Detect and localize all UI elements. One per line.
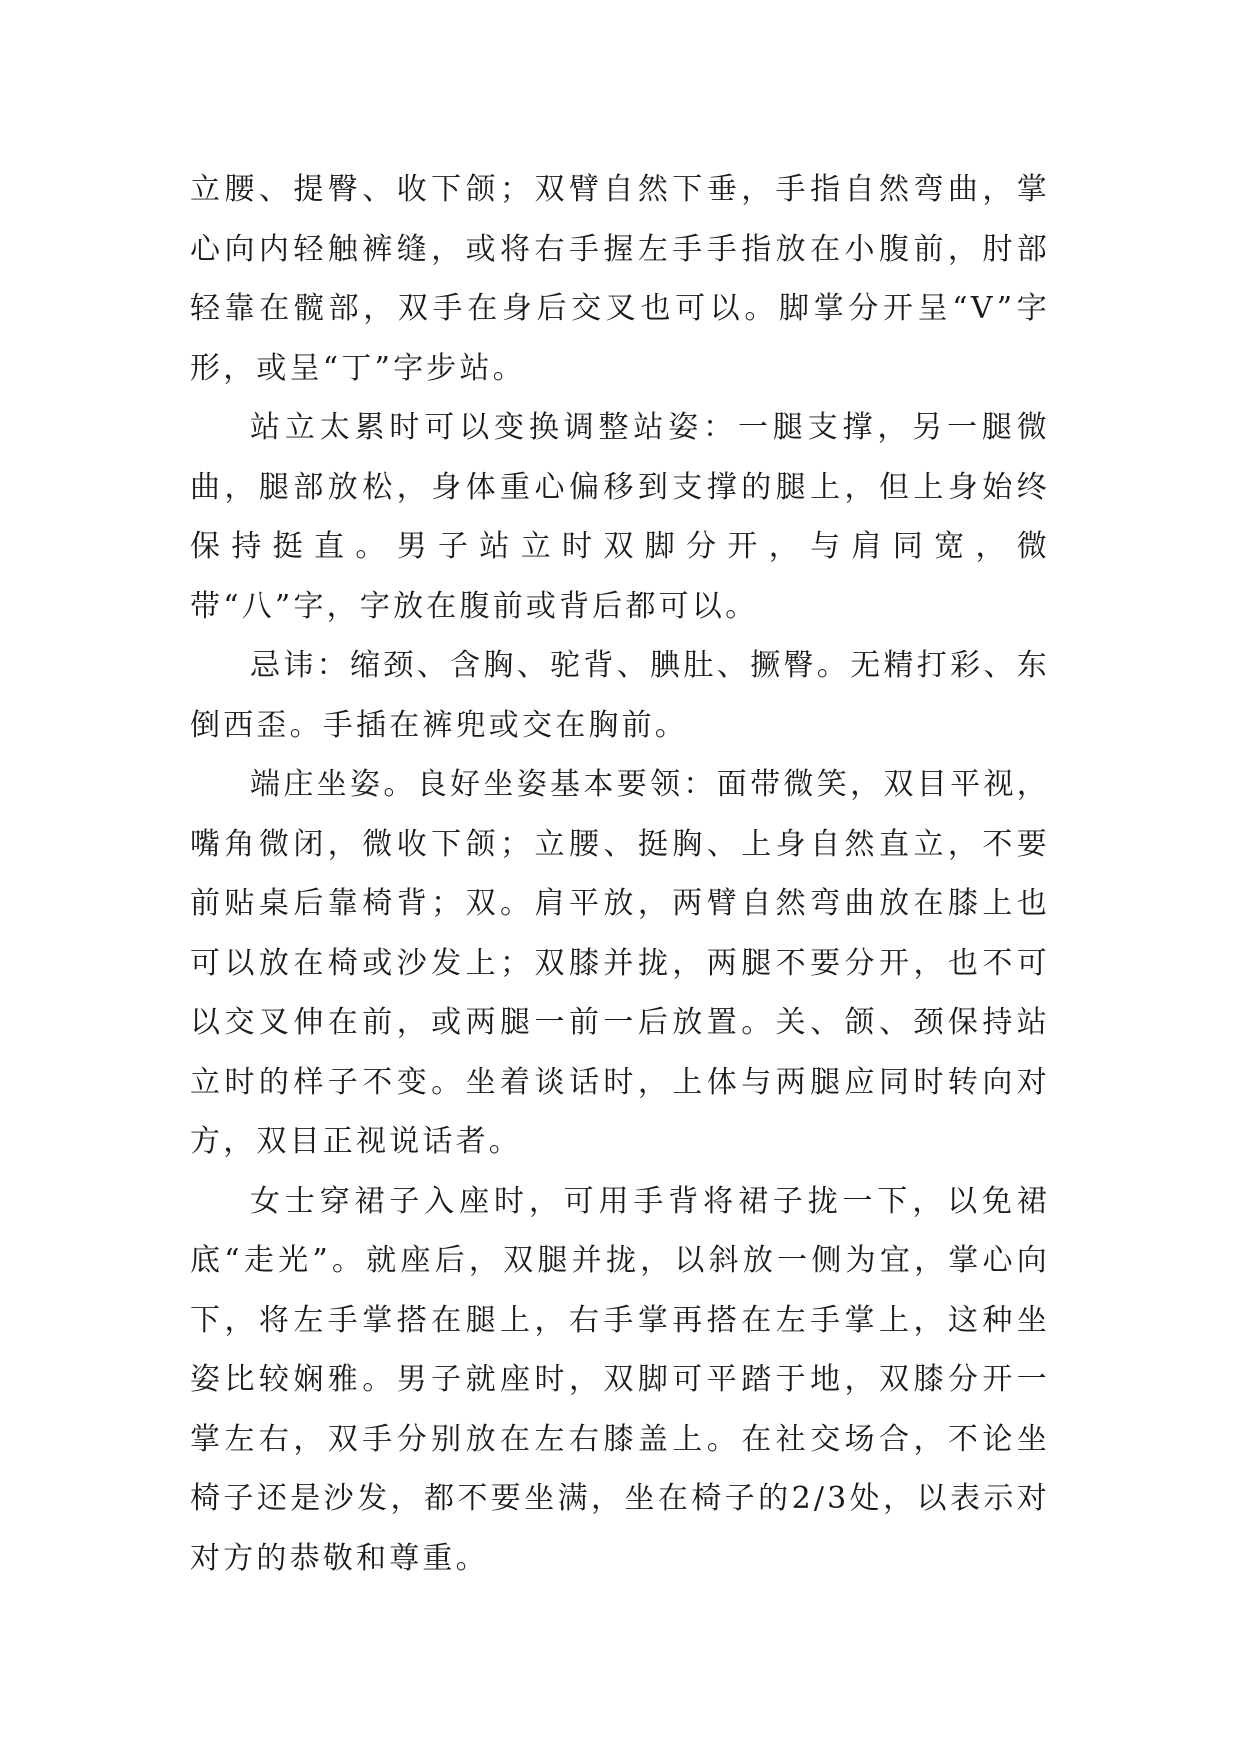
paragraph-seating-etiquette: 女士穿裙子入座时，可用手背将裙子拢一下，以免裙底“走光”。就座后，双腿并拢，以斜放一侧为宜，掌心向下，将左手掌搭在腿上，右手掌再搭在左手掌上，这种坐姿比较娴雅。男子就座时，双脚可平踏于地，双膝分开一掌左右，双手分别放在左右膝盖上。在社交场合，不论坐椅子还是沙发，都不要坐满，坐在椅子的2/3处，以表示对对方的恭敬和尊重。 [190,1183,1050,1576]
paragraph-taboos: 忌讳：缩颈、含胸、驼背、腆肚、撅臀。无精打彩、东倒西歪。手插在裤兜或交在胸前。 [190,648,1050,743]
document-body [190,160,1050,1588]
paragraph-sitting-posture: 端庄坐姿。良好坐姿基本要领：面带微笑，双目平视，嘴角微闭，微收下颌；立腰、挺胸、上身自然直立，不要前贴桌后靠椅背；双。肩平放，两臂自然弯曲放在膝上也可以放在椅或沙发上；双膝并拢，两腿不要分开，也不可以交叉伸在前，或两腿一前一后放置。关、颌、颈保持站立时的样子不变。坐着谈话时，上体与两腿应同时转向对方，双目正视说话者。 [190,767,1050,1159]
paragraph-adjust-standing: 站立太累时可以变换调整站姿：一腿支撑，另一腿微曲，腿部放松，身体重心偏移到支撑的腿上，但上身始终保持挺直。男子站立时双脚分开，与肩同宽，微带“八”字，字放在腹前或背后都可以。 [190,410,1050,624]
paragraph-standing-posture: 立腰、提臀、收下颌；双臂自然下垂，手指自然弯曲，掌心向内轻触裤缝，或将右手握左手手指放在小腹前，肘部轻靠在髋部，双手在身后交叉也可以。脚掌分开呈“V”字形，或呈“丁”字步站。 [190,172,1050,386]
